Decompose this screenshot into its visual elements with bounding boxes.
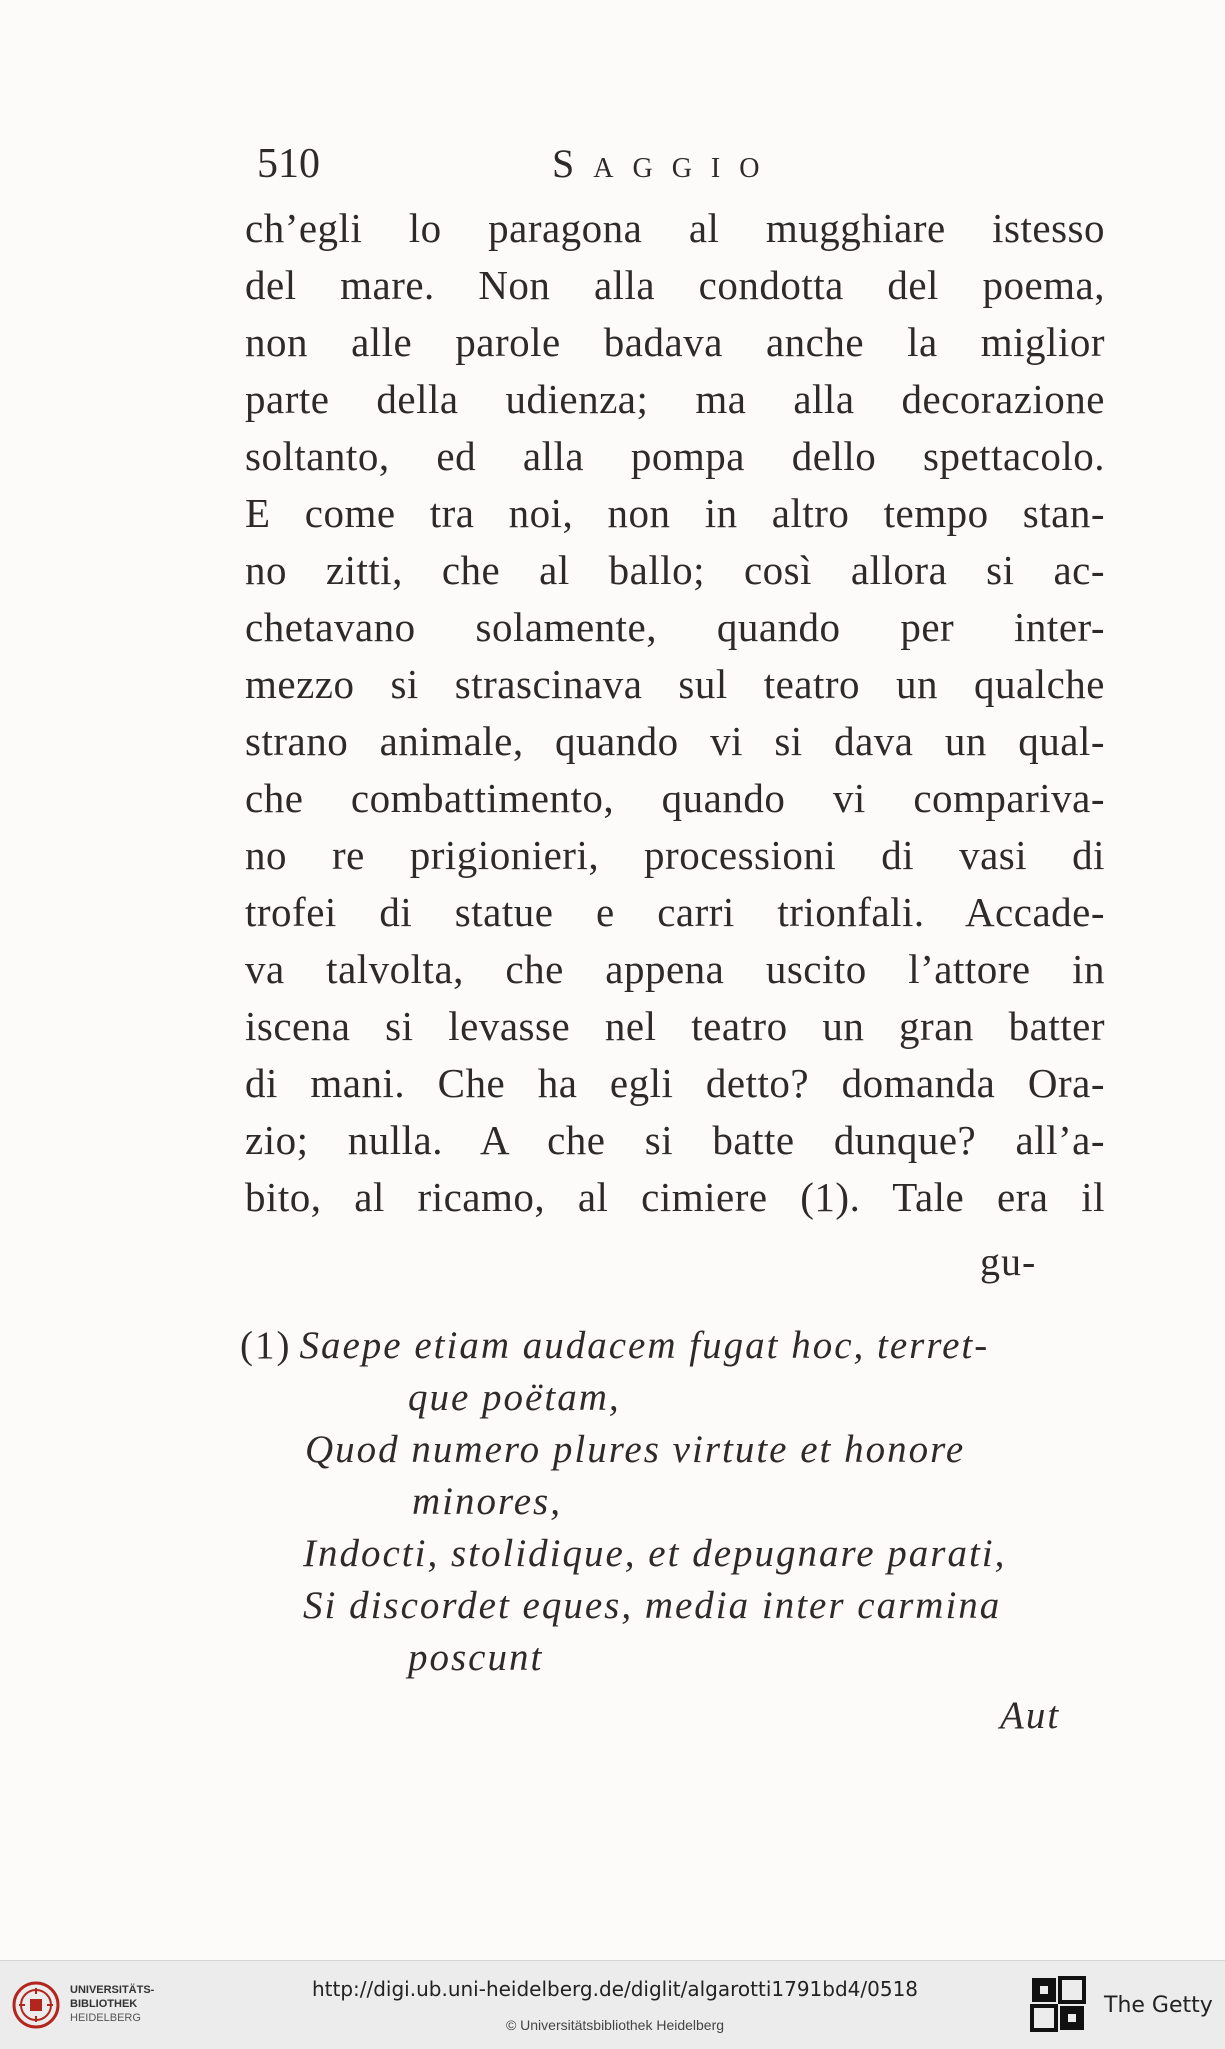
viewer-footer [0,1960,1225,2049]
copyright-notice: © Universitätsbibliothek Heidelberg [505,2017,725,2033]
text-line: mezzo si strascinava sul teatro un qualche [245,661,1105,707]
page-header [257,140,817,200]
university-name [70,1983,180,2025]
footnote-line: Si discordet eques, media inter carmina [303,1584,1002,1627]
text-line: va talvolta, che appena uscito l’attore in [245,946,1105,992]
footnote-marker: (1) [240,1324,292,1367]
footnote-catchword: Aut [1000,1694,1061,1737]
text-line: no re prigionieri, processioni di vasi di [245,832,1105,878]
institution-line: BIBLIOTHEK [70,1998,138,2010]
text-line: trofei di statue e carri trionfali. Accade- [245,889,1105,935]
institution-line: UNIVERSITÄTS- [70,1984,155,1996]
text-line: soltanto, ed alla pompa dello spettacolo. [245,433,1105,479]
text-line: iscena si levasse nel teatro un gran batter [245,1003,1105,1049]
permalink-url[interactable]: http://digi.ub.uni-heidelberg.de/diglit/algarotti1791bd4/0518 [311,1977,919,2001]
text-line: ch’egli lo paragona al mugghiare istesso [245,205,1105,251]
catchword: gu- [980,1239,1037,1284]
text-line: parte della udienza; ma alla decorazione [245,376,1105,422]
text-line: no zitti, che al ballo; così allora si ac- [245,547,1105,593]
partner-name: The Getty [1104,1993,1213,2018]
institution-line: HEIDELBERG [70,2012,141,2024]
text-line: di mani. Che ha egli detto? domanda Ora- [245,1060,1105,1106]
text-line: non alle parole badava anche la miglior [245,319,1105,365]
footnote-line: Indocti, stolidique, et depugnare parati, [303,1532,1007,1575]
text-line: bito, al ricamo, al cimiere (1). Tale era il [245,1174,1105,1220]
footnote-line: poscunt [408,1636,544,1679]
text-line: E come tra noi, non in altro tempo stan- [245,490,1105,536]
page-number: 510 [257,141,320,187]
text-line: che combattimento, quando vi compariva- [245,775,1105,821]
text-line: zio; nulla. A che si batte dunque? all’a- [245,1117,1105,1163]
footnote-line: que poëtam, [408,1376,621,1419]
getty-logo-icon [1030,1976,1086,2032]
text-line: chetavano solamente, quando per inter- [245,604,1105,650]
footnote-line [240,1320,989,1372]
university-seal-icon [12,1980,60,2030]
text-line: strano animale, quando vi si dava un qual- [245,718,1105,764]
footnote-line-text: Saepe etiam audacem fugat hoc, terret- [299,1324,990,1367]
text-line: del mare. Non alla condotta del poema, [245,262,1105,308]
footnote-line: Quod numero plures virtute et honore [305,1428,966,1471]
running-title: Saggio [552,141,779,186]
footnote-line: minores, [412,1480,562,1523]
